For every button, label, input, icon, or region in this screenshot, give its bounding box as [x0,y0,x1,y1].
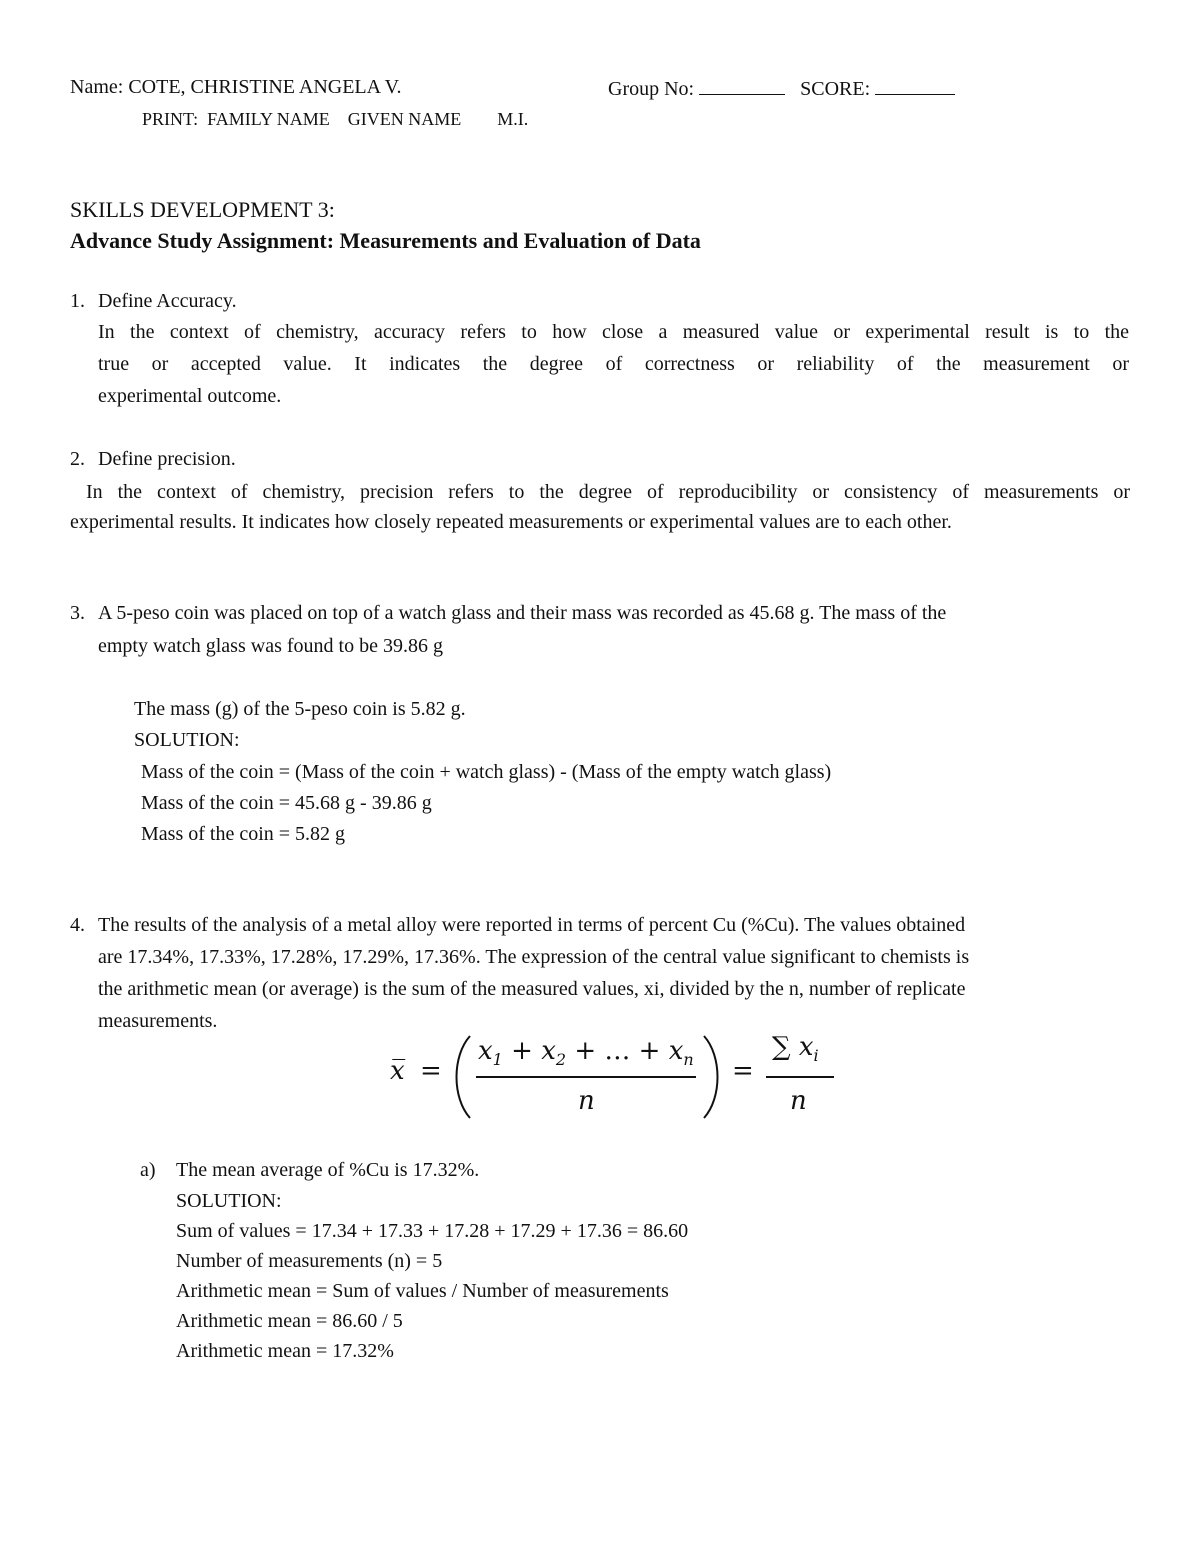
name-value: COTE, CHRISTINE ANGELA V. [128,76,402,98]
formula-x2: x [541,1036,556,1066]
q4a-step2: Number of measurements (n) = 5 [176,1250,443,1272]
group-score-line [608,76,955,101]
name-label: Name: [70,76,124,98]
q4a-step5: Arithmetic mean = 17.32% [176,1340,394,1362]
assignment-title: Advance Study Assignment: Measurements and Evaluation of Data [70,228,701,253]
formula-plus: + [511,1036,533,1066]
q3-solution-label: SOLUTION: [134,729,240,751]
formula-fraction-bar-1 [476,1076,696,1078]
formula-dots: + … + [574,1036,661,1066]
q3-step3: Mass of the coin = 5.82 g [141,823,346,845]
q4-number: 4. [70,914,85,936]
formula-sum-numerator [772,1032,819,1065]
formula-equals-2: = [732,1056,754,1086]
group-label: Group No: [608,78,695,100]
q3-text-line1: A 5-peso coin was placed on top of a watch glass and their mass was recorded as 45.68 g. The mass of the [98,602,947,624]
formula-denominator-1: n [578,1086,595,1116]
print-hint: PRINT: FAMILY NAME GIVEN NAME M.I. [142,109,529,129]
skills-title: SKILLS DEVELOPMENT 3: [70,197,335,222]
formula-right-paren [700,1034,724,1120]
q1-answer-line1: In the context of chemistry, accuracy refers to how close a measured value or experimental result is to the [98,321,1129,343]
formula-subi: i [813,1046,819,1065]
q4-text-line3: the arithmetic mean (or average) is the sum of the measured values, xi, divided by the n, number of replicate [98,978,966,1000]
q3-number: 3. [70,602,85,624]
mean-formula [390,1030,840,1120]
formula-denominator-2: n [790,1086,807,1116]
formula-sigma: ∑ [772,1032,791,1062]
q2-number: 2. [70,448,85,470]
score-blank[interactable] [875,76,955,95]
formula-fraction-bar-2 [766,1076,834,1078]
name-line [70,76,401,99]
q2-answer-line2: experimental results. It indicates how closely repeated measurements or experimental values are to each other. [70,511,952,533]
q2-answer-line1: In the context of chemistry, precision refers to the degree of reproducibility or consistency of measurements or [86,481,1130,503]
q1-answer-line2: true or accepted value. It indicates the degree of correctness or reliability of the measurement or [98,353,1129,375]
q3-step1: Mass of the coin = (Mass of the coin + watch glass) - (Mass of the empty watch glass) [141,761,832,783]
formula-xn: x [668,1036,684,1066]
formula-left-paren [450,1034,474,1120]
q2-question: Define precision. [98,448,236,470]
q1-number: 1. [70,290,85,312]
q4-text-line2: are 17.34%, 17.33%, 17.28%, 17.29%, 17.36%. The expression of the central value significant to chemists is [98,946,970,968]
q4-text-line1: The results of the analysis of a metal alloy were reported in terms of percent Cu (%Cu). The values obtained [98,914,966,936]
q4a-label: a) [140,1159,156,1181]
formula-x1: x [478,1036,493,1066]
formula-sub2: 2 [555,1050,567,1069]
formula-sub1: 1 [492,1050,503,1069]
q4a-step4: Arithmetic mean = 86.60 / 5 [176,1310,403,1332]
formula-xi: x [798,1032,814,1062]
group-number-blank[interactable] [699,76,785,95]
q4-text-line4: measurements. [98,1010,218,1032]
q4a-answer: The mean average of %Cu is 17.32%. [176,1159,480,1181]
q3-text-line2: empty watch glass was found to be 39.86 g [98,635,443,657]
formula-equals-1: = [420,1056,442,1086]
formula-subn: n [683,1050,694,1069]
formula-numerator [478,1036,694,1069]
q1-question: Define Accuracy. [98,290,237,312]
q4a-step3: Arithmetic mean = Sum of values / Number of measurements [176,1280,669,1302]
q1-answer-line3: experimental outcome. [98,385,282,407]
q4a-solution-label: SOLUTION: [176,1190,282,1212]
q4a-step1: Sum of values = 17.34 + 17.33 + 17.28 + 17.29 + 17.36 = 86.60 [176,1220,689,1242]
q3-answer: The mass (g) of the 5-peso coin is 5.82 g. [134,698,466,720]
q3-step2: Mass of the coin = 45.68 g - 39.86 g [141,792,432,814]
formula-xbar: x̅ [390,1056,405,1086]
score-label: SCORE: [800,78,871,100]
